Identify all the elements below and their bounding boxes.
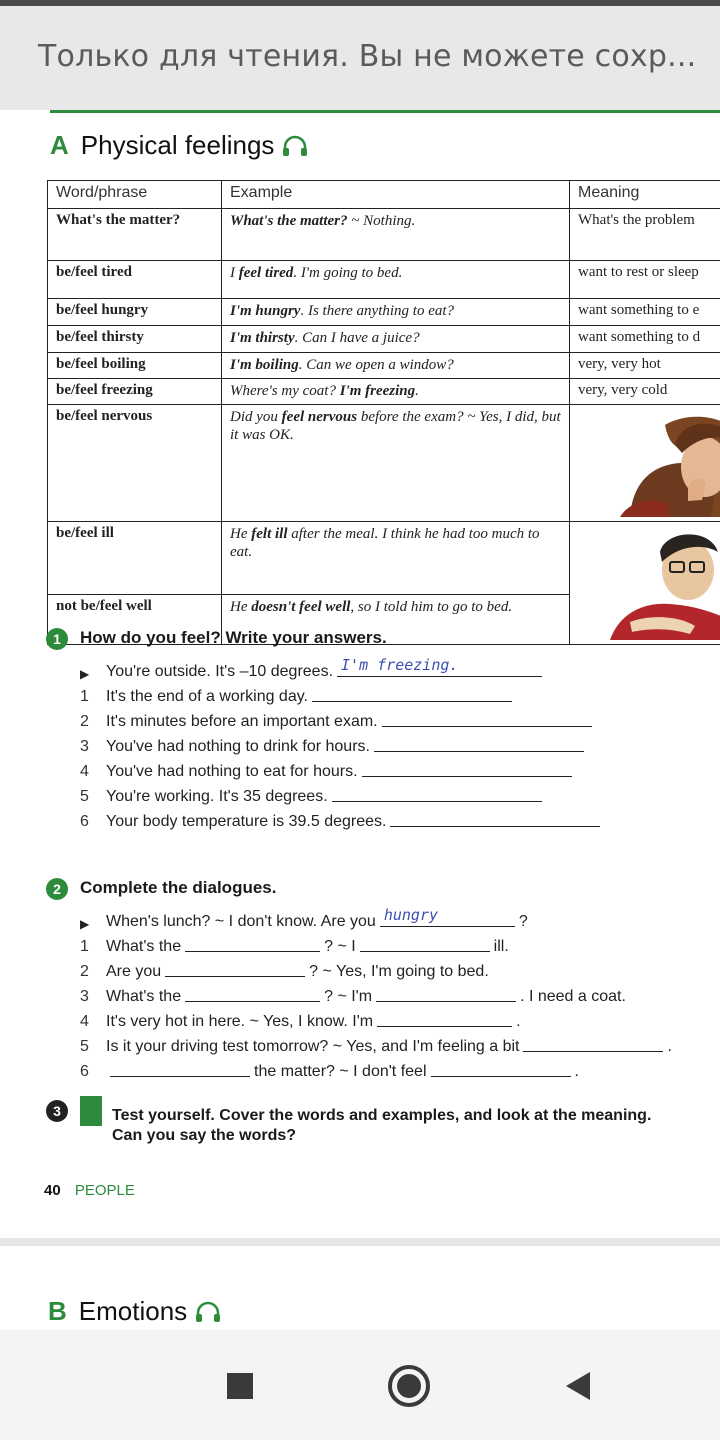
example-text: Did you	[230, 409, 282, 425]
answer-blank[interactable]	[312, 701, 512, 702]
word-cell: be/feel thirsty	[48, 326, 222, 353]
exercise-item	[80, 1056, 672, 1081]
example-text: , so I told him to go to bed.	[350, 598, 513, 615]
item-text: It's minutes before an important exam.	[106, 713, 378, 730]
vocabulary-table	[47, 180, 720, 645]
exercise-title: Complete the dialogues.	[80, 878, 277, 897]
exercise-item	[80, 681, 604, 706]
item-number: 6	[80, 813, 89, 830]
column-header: Example	[222, 181, 570, 209]
next-page[interactable]	[0, 1246, 720, 1330]
example-cell	[222, 522, 570, 595]
table-row	[48, 261, 720, 299]
exercise-item	[80, 931, 672, 956]
exercise-item	[80, 781, 604, 806]
example-keyword: feel nervous	[281, 409, 358, 425]
ill-illustration	[570, 522, 720, 645]
answer-blank[interactable]	[523, 1051, 663, 1052]
recents-button[interactable]	[218, 1364, 262, 1408]
word-cell: be/feel freezing	[48, 379, 222, 405]
item-text: You've had nothing to drink for hours.	[106, 738, 370, 755]
read-only-banner	[0, 6, 720, 110]
exercise-number-badge: 2	[46, 878, 68, 900]
example-keyword: felt ill	[251, 526, 288, 542]
meaning-cell: want to rest or sleep	[570, 261, 720, 299]
exercise-title: How do you feel? Write your answers.	[80, 628, 387, 647]
answer-blank[interactable]	[337, 656, 542, 677]
meaning-cell: very, very cold	[570, 379, 720, 405]
section-b-heading	[48, 1296, 221, 1327]
example-cell	[222, 405, 570, 522]
example-keyword: doesn't feel well	[251, 598, 351, 615]
exercise-3-text	[112, 1106, 651, 1146]
example-keyword: I'm hungry	[230, 303, 301, 319]
example-arrow-icon: ▶	[80, 917, 90, 931]
word-cell: not be/feel well	[48, 594, 222, 644]
section-letter: A	[50, 130, 69, 160]
answer-blank[interactable]	[376, 1001, 516, 1002]
example-text: . Is there anything to eat?	[300, 303, 455, 319]
item-text: ? ~ I	[324, 938, 356, 955]
section-title: Physical feelings	[80, 130, 275, 160]
answer-blank[interactable]	[431, 1076, 571, 1077]
answer-blank[interactable]	[332, 801, 542, 802]
example-text: He	[230, 598, 252, 615]
word-cell: be/feel hungry	[48, 299, 222, 326]
exercise-item	[80, 1031, 672, 1056]
word-cell: be/feel tired	[48, 261, 222, 299]
table-header-row	[48, 181, 720, 209]
home-button[interactable]	[387, 1364, 431, 1408]
section-title: Emotions	[78, 1296, 188, 1326]
item-text: .	[574, 1063, 579, 1080]
item-text: ?	[518, 913, 528, 930]
example-keyword: What's the matter?	[230, 213, 348, 229]
item-text: It's the end of a working day.	[106, 688, 308, 705]
answer-blank[interactable]	[165, 976, 305, 977]
item-text: Are you	[106, 963, 162, 980]
item-text: Is it your driving test tomorrow? ~ Yes, and I'm feeling a bit	[106, 1038, 520, 1055]
item-text: You've had nothing to eat for hours.	[106, 763, 358, 780]
exercise-item	[80, 806, 604, 831]
nervous-illustration	[570, 405, 720, 522]
item-number: 2	[80, 963, 89, 980]
answer-blank[interactable]	[360, 951, 490, 952]
exercise-3-line: Test yourself. Cover the words and examples, and look at the meaning.	[112, 1107, 652, 1124]
example-cell	[222, 379, 570, 405]
banner-text: Только для чтения. Вы не можете сохр...	[38, 39, 697, 74]
home-circle-icon	[387, 1364, 431, 1408]
item-text: When's lunch? ~ I don't know. Are you	[106, 913, 376, 930]
item-text: . I need a coat.	[520, 988, 626, 1005]
item-number: 4	[80, 1013, 89, 1030]
exercise-3-line: Can you say the words?	[112, 1127, 297, 1144]
example-text: .	[415, 383, 419, 399]
item-text: You're outside. It's –10 degrees.	[106, 663, 334, 680]
table-row	[48, 326, 720, 353]
cover-card-icon	[80, 1096, 102, 1126]
example-cell	[222, 209, 570, 261]
example-text: I	[230, 265, 239, 281]
back-button[interactable]	[555, 1364, 599, 1408]
item-number: 4	[80, 763, 89, 780]
system-navigation-bar	[0, 1330, 720, 1440]
item-number: 3	[80, 988, 89, 1005]
item-number: 3	[80, 738, 89, 755]
example-text: ~ Nothing.	[347, 213, 416, 229]
example-text: Where's my coat?	[230, 383, 340, 399]
page-footer	[44, 1182, 135, 1199]
meaning-cell: What's the problem	[570, 209, 720, 261]
exercise-item	[80, 956, 672, 981]
exercise-item	[80, 756, 604, 781]
item-text: You're working. It's 35 degrees.	[106, 788, 328, 805]
page-separator	[0, 1238, 720, 1246]
footer-section: PEOPLE	[74, 1182, 135, 1199]
example-text: He	[230, 526, 252, 542]
example-keyword: I'm boiling	[230, 357, 299, 373]
item-text: Your body temperature is 39.5 degrees.	[106, 813, 387, 830]
example-cell	[222, 326, 570, 353]
example-text: . Can I have a juice?	[294, 330, 420, 346]
answer-blank[interactable]	[374, 751, 584, 752]
item-number: 1	[80, 938, 89, 955]
example-cell	[222, 299, 570, 326]
handwritten-answer: I'm freezing.	[341, 656, 459, 674]
exercise-number-badge: 1	[46, 628, 68, 650]
table-row	[48, 405, 720, 522]
example-keyword: I'm freezing	[339, 383, 416, 399]
exercise-number-badge: 3	[46, 1100, 68, 1122]
answer-blank[interactable]	[185, 951, 320, 952]
column-header: Word/phrase	[48, 181, 222, 209]
meaning-cell: want something to e	[570, 299, 720, 326]
example-text: . Can we open a window?	[298, 357, 454, 373]
meaning-cell: very, very hot	[570, 353, 720, 379]
item-number: 5	[80, 788, 89, 805]
item-text: ill.	[493, 938, 509, 955]
table-row	[48, 353, 720, 379]
item-text: What's the	[106, 988, 182, 1005]
answer-blank[interactable]	[377, 1026, 512, 1027]
item-number: 1	[80, 688, 89, 705]
exercise-item	[80, 1006, 672, 1031]
stop-square-icon	[226, 1372, 254, 1400]
word-cell: What's the matter?	[48, 209, 222, 261]
answer-blank[interactable]	[362, 776, 572, 777]
document-page[interactable]	[0, 110, 720, 1238]
exercise-item	[80, 706, 604, 731]
table-row	[48, 209, 720, 261]
item-text: ? ~ Yes, I'm going to bed.	[309, 963, 489, 980]
answer-blank[interactable]	[110, 1076, 250, 1077]
exercise-item	[80, 981, 672, 1006]
page-number: 40	[44, 1182, 61, 1199]
green-rule	[50, 110, 720, 113]
example-arrow-icon: ▶	[80, 667, 90, 681]
back-triangle-icon	[562, 1370, 592, 1402]
item-text: .	[516, 1013, 521, 1030]
item-text: ? ~ I'm	[324, 988, 373, 1005]
answer-blank[interactable]	[390, 826, 600, 827]
word-cell: be/feel ill	[48, 522, 222, 595]
meaning-cell: want something to d	[570, 326, 720, 353]
table-row	[48, 379, 720, 405]
example-text: after the meal. I think he had too much to eat.	[230, 526, 540, 560]
ill-man-icon	[570, 522, 720, 640]
answer-blank[interactable]	[382, 726, 592, 727]
exercise-2-items	[80, 906, 672, 1081]
answer-blank[interactable]	[380, 906, 515, 927]
headphones-icon[interactable]	[195, 1301, 221, 1323]
item-text: the matter? ~ I don't feel	[254, 1063, 427, 1080]
item-text: What's the	[106, 938, 182, 955]
nervous-woman-icon	[570, 405, 720, 517]
exercise-item	[80, 906, 672, 931]
headphones-icon[interactable]	[282, 135, 308, 157]
handwritten-answer: hungry	[383, 906, 439, 924]
table-row	[48, 299, 720, 326]
exercise-1-items	[80, 656, 604, 831]
exercise-item	[80, 731, 604, 756]
example-keyword: I'm thirsty	[230, 330, 295, 346]
example-text: before the exam? ~ Yes, I did, but it was OK.	[230, 409, 561, 443]
section-letter: B	[48, 1296, 67, 1326]
word-cell: be/feel boiling	[48, 353, 222, 379]
example-cell	[222, 353, 570, 379]
section-a-heading	[50, 130, 308, 161]
word-cell: be/feel nervous	[48, 405, 222, 522]
example-cell	[222, 261, 570, 299]
item-number: 2	[80, 713, 89, 730]
item-number: 6	[80, 1063, 89, 1080]
table-row	[48, 522, 720, 595]
item-number: 5	[80, 1038, 89, 1055]
answer-blank[interactable]	[185, 1001, 320, 1002]
exercise-item	[80, 656, 604, 681]
example-text: . I'm going to bed.	[293, 265, 403, 281]
item-text: .	[667, 1038, 672, 1055]
column-header: Meaning	[570, 181, 720, 209]
example-keyword: feel tired	[238, 265, 294, 281]
item-text: It's very hot in here. ~ Yes, I know. I'm	[106, 1013, 374, 1030]
